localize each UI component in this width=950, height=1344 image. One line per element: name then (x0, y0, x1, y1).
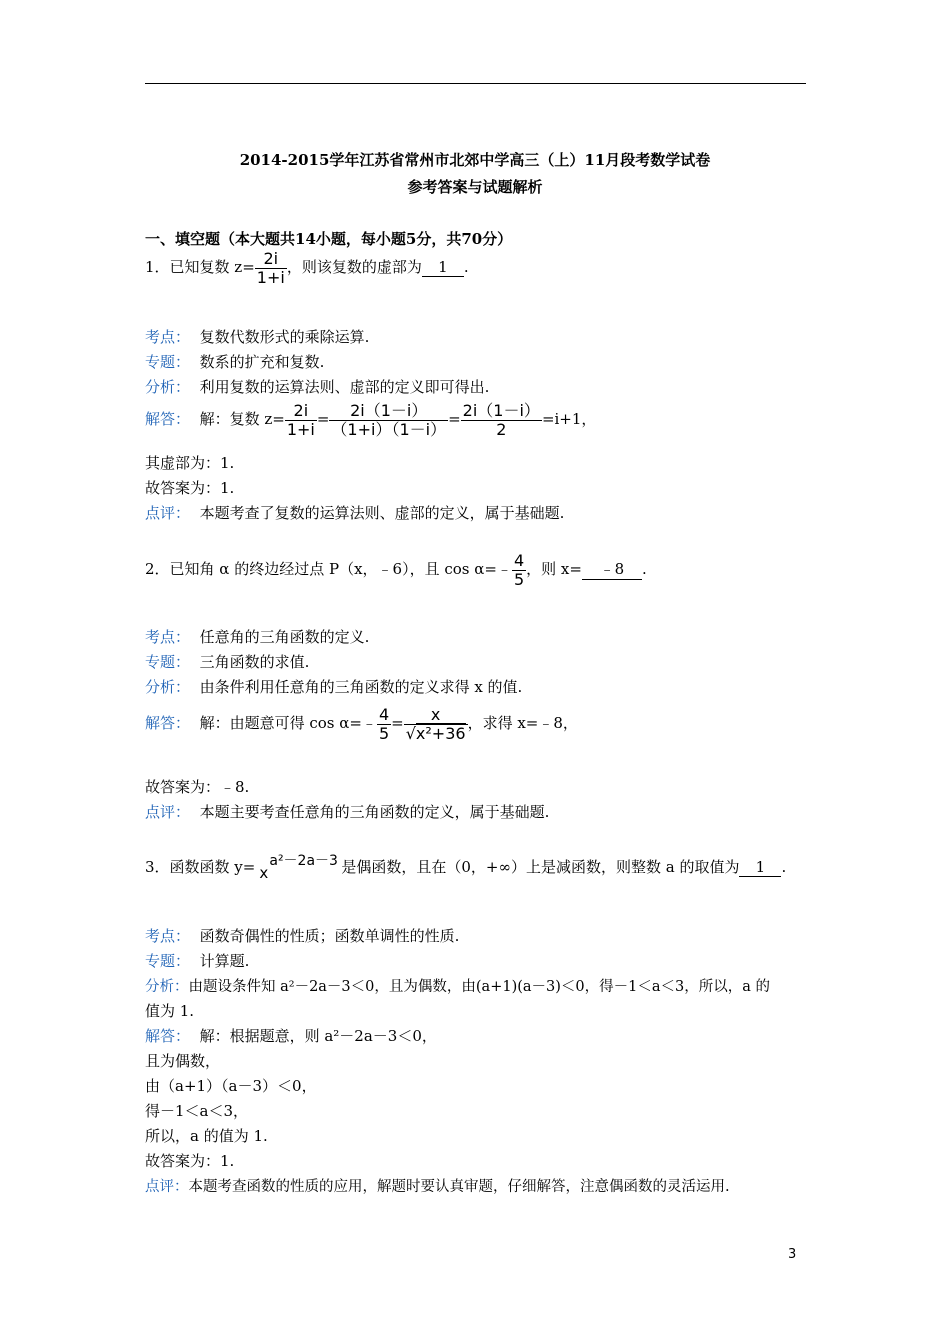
q3-answer: 1 (739, 858, 781, 877)
q3-dianping (145, 1175, 730, 1196)
label-fenxi: 分析： (145, 378, 191, 396)
label-dianping: 点评： (145, 1179, 189, 1195)
q1-stem-text-b: ，则该复数的虚部为 (286, 258, 422, 277)
q1-f1-num: 2i (285, 402, 317, 421)
q2-f1-den: 5 (378, 723, 390, 743)
q2-f2-den: √x²+36 (405, 723, 466, 743)
q2-frac-den: 5 (513, 569, 525, 589)
q2-stem (145, 552, 647, 588)
q2-f1-num: 4 (378, 705, 390, 724)
q3-line4: 所以，a 的值为 1. (145, 1127, 268, 1145)
label-zhuanti: 专题： (145, 353, 191, 371)
q1-jieda-frac-2 (329, 402, 448, 438)
q2-jieda: 解答： 解：由题意可得 cos α=﹣ $\frac{4}{5}$ = $\frac{x}{\text{√x²+36}}$ ，求得 x=﹣8， (145, 705, 578, 743)
q3-line5: 故答案为：1. (145, 1152, 235, 1170)
q2-line1: 故答案为：﹣8. (145, 778, 250, 796)
q2-stem-text-b: ，则 x= (526, 560, 582, 579)
q1-jieda-frac-1 (285, 402, 317, 438)
q1-f2-num: 2i（1－i） (329, 402, 448, 421)
q3-stem-end: . (781, 858, 787, 876)
q2-stem-text-a: 2．已知角 α 的终边经过点 P（x，﹣6），且 cos α=﹣ (145, 560, 512, 579)
q3-base: x (259, 864, 269, 882)
q1-dianping-text: 本题考查了复数的运算法则、虚部的定义，属于基础题. (199, 504, 565, 522)
q1-zhuanti-text: 数系的扩充和复数. (199, 353, 325, 371)
q3-jieda-text: 解：根据题意，则 a²－2a－3＜0， (199, 1027, 437, 1045)
q1-jieda-text-b: =i+1， (541, 410, 597, 429)
label-jieda: 解答： (145, 1027, 191, 1045)
q1-jieda: 解答： 解：复数 z= $\frac{2i}{1+i}$ = $\frac{2i(1-i)}{(1+i)(1-i)}$ = $\frac{2i(1-i)}{2}$ =i+1， (145, 401, 597, 439)
q3-fenxi-cont: 值为 1. (145, 1002, 195, 1020)
q2-fraction (512, 552, 526, 588)
q1-zhuanti (145, 351, 324, 372)
q1-frac-den: 1+i (256, 267, 285, 287)
label-dianping: 点评： (145, 803, 191, 821)
q1-stem-end: . (463, 258, 469, 277)
q1-f3-num: 2i（1－i） (462, 401, 540, 420)
q3-kaodian (145, 925, 459, 946)
page-number: 3 (788, 1247, 797, 1262)
document-title: 2014-2015学年江苏省常州市北郊中学高三（上）11月段考数学试卷 (239, 151, 711, 169)
q2-jieda-text-a: 解：由题意可得 cos α=﹣ (199, 714, 377, 733)
q2-kaodian (145, 626, 369, 647)
q1-f2-den: （1+i）（1－i） (331, 419, 447, 439)
q2-stem-end: . (641, 560, 647, 579)
label-dianping: 点评： (145, 504, 191, 522)
q2-dianping-text: 本题主要考查任意角的三角函数的定义，属于基础题. (199, 803, 550, 821)
q3-stem-text-b: 是偶函数，且在（0，+∞）上是减函数，则整数 a 的取值为 (341, 858, 740, 876)
q2-zhuanti (145, 651, 309, 672)
q1-stem (145, 250, 469, 286)
label-jieda: 解答： (145, 410, 191, 429)
q1-f1-den: 1+i (286, 419, 315, 439)
q2-jieda-frac-1 (377, 706, 391, 742)
q1-jieda-frac-3 (461, 402, 542, 438)
q2-f2-num: x (404, 706, 468, 725)
q3-zhuanti-text: 计算题. (199, 952, 250, 970)
q1-jieda-text-a: 解：复数 z= (199, 410, 285, 429)
q1-f3-den: 2 (496, 419, 507, 439)
q1-answer: 1 (422, 258, 464, 277)
q2-fenxi-text: 由条件利用任意角的三角函数的定义求得 x 的值. (199, 678, 523, 696)
label-kaodian: 考点： (145, 927, 191, 945)
q3-stem-text-a: 3．函数函数 y= (145, 858, 256, 876)
label-jieda: 解答： (145, 714, 191, 733)
header-rule (145, 83, 806, 84)
q3-fenxi-text-a: 由题设条件知 a²－2a－3＜0，且为偶数，由(a+1)(a－3)＜0，得－1＜a＜3，所以，a 的 (188, 979, 770, 995)
document-subtitle: 参考答案与试题解析 (407, 178, 543, 196)
q3-dianping-text: 本题考查函数的性质的应用，解题时要认真审题，仔细解答，注意偶函数的灵活运用. (188, 1179, 730, 1195)
q3-stem (145, 852, 787, 882)
q2-jieda-text-b: ，求得 x=﹣8， (467, 714, 578, 733)
q2-jieda-frac-2 (404, 706, 468, 742)
label-fenxi: 分析： (145, 979, 189, 995)
label-fenxi: 分析： (145, 678, 191, 696)
q3-kaodian-text: 函数奇偶性的性质；函数单调性的性质. (199, 927, 460, 945)
q1-frac-num: 2i (255, 250, 287, 269)
label-zhuanti: 专题： (145, 952, 191, 970)
q1-line1: 其虚部为：1. (145, 454, 235, 472)
q1-fenxi (145, 376, 489, 397)
q3-line3: 得－1＜a＜3， (145, 1102, 249, 1120)
label-zhuanti: 专题： (145, 653, 191, 671)
q1-kaodian (145, 326, 369, 347)
q3-jieda (145, 1025, 437, 1046)
q1-stem-text-a: 1．已知复数 z= (145, 258, 255, 277)
q3-power-expression (255, 852, 341, 882)
q1-fenxi-text: 利用复数的运算法则、虚部的定义即可得出. (199, 378, 490, 396)
q2-dianping (145, 801, 549, 822)
q3-line2: 由（a+1）（a－3）＜0， (145, 1077, 317, 1095)
q3-exponent: a²－2a－3 (269, 853, 338, 869)
q2-zhuanti-text: 三角函数的求值. (199, 653, 310, 671)
q2-fenxi (145, 676, 522, 697)
q1-line2: 故答案为：1. (145, 479, 235, 497)
q2-f2-radicand: x²+36 (415, 723, 466, 743)
q3-zhuanti (145, 950, 249, 971)
q2-kaodian-text: 任意角的三角函数的定义. (199, 628, 370, 646)
q2-frac-num: 4 (513, 551, 525, 570)
q2-answer: ﹣8 (582, 558, 642, 580)
label-kaodian: 考点： (145, 628, 191, 646)
q3-line1: 且为偶数， (145, 1052, 221, 1070)
q1-fraction (255, 250, 287, 286)
label-kaodian: 考点： (145, 328, 191, 346)
q1-kaodian-text: 复数代数形式的乘除运算. (199, 328, 370, 346)
q1-dianping (145, 502, 564, 523)
section-heading: 一、填空题（本大题共14小题，每小题5分，共70分） (145, 230, 513, 248)
q3-fenxi (145, 975, 770, 996)
